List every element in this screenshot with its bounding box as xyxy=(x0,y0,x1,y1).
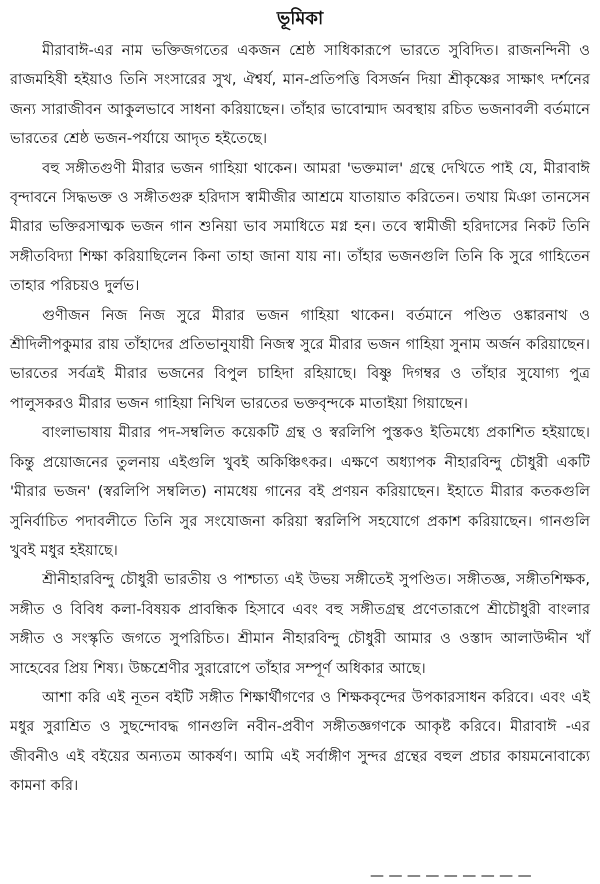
paragraph-4: বাংলাভাষায় মীরার পদ-সম্বলিত কয়েকটি গ্রন্থ ও স্বরলিপি পুস্তকও ইতিমধ্যে প্রকাশিত হইয়াছে। কিন্তু প্রয়োজনের তুলনায় এইগুলি খুবই অকিঞ্চিৎকর। এক্ষণে অধ্যাপক নীহারবিন্দু চৌধুরী একটি 'মীরার ভজন' (স্বরলিপি সম্বলিত) নামধেয় গানের বই প্রণয়ন করিয়াছেন। ইহাতে মীরার কতকগুলি সুনির্বাচিত পদাবলীতে তিনি সুর সংযোজনা করিয়া স্বরলিপি সহযোগে প্রকাশ করিয়াছেন। গানগুলি খুবই মধুর হইয়াছে। xyxy=(10,424,590,559)
paragraph-5: শ্রীনীহারবিন্দু চৌধুরী ভারতীয় ও পাশ্চাত্য এই উভয় সঙ্গীতেই সুপণ্ডিত। সঙ্গীতজ্ঞ, সঙ্গীতশিক্ষক, সঙ্গীত ও বিবিধ কলা-বিষয়ক প্রাবন্ধিক হিসাবে এবং বহু সঙ্গীতগ্রন্থ প্রণেতারূপে শ্রীচৌধুরী বাংলার সঙ্গীত ও সংস্কৃতি জগতে সুপরিচিত। শ্রীমান নীহারবিন্দু চৌধুরী আমার ও ওস্তাদ আলাউদ্দীন খাঁ সাহেবের প্রিয় শিষ্য। উচ্চশ্রেণীর সুরারোপে তাঁহার সম্পূর্ণ অধিকার আছে। xyxy=(10,571,590,677)
cut-off-signature-line: — — — — — — — — — xyxy=(370,868,532,884)
paragraph-2: বহু সঙ্গীতগুণী মীরার ভজন গাহিয়া থাকেন। আমরা 'ভক্তমাল' গ্রন্থে দেখিতে পাই যে, মীরাবাঈ বৃন্দাবনে সিদ্ধভক্ত ও সঙ্গীতগুরু হরিদাস স্বামীজীর আশ্রমে যাতায়াত করিতেন। তথায় মিঞা তানসেন মীরার ভক্তিরসাত্মক ভজন গান শুনিয়া ভাব সমাধিতে মগ্ন হন। তবে স্বামীজী হরিদাসের নিকট তিনি সঙ্গীতবিদ্যা শিক্ষা করিয়াছিলেন কিনা তাহা জানা যায় না। তাঁহার ভজনগুলি তিনি কি সুরে গাহিতেন তাহার পরিচয়ও দুর্লভ। xyxy=(10,159,590,295)
page-title: ভূমিকা xyxy=(276,8,324,29)
paragraph-6: আশা করি এই নূতন বইটি সঙ্গীত শিক্ষার্থীগণের ও শিক্ষকবৃন্দের উপকারসাধন করিবে। এবং এই মধুর সুরাশ্রিত ও সুছন্দোবদ্ধ গানগুলি নবীন-প্রবীণ সঙ্গীতজ্ঞগণকে আকৃষ্ট করিবে। মীরাবাঈ -এর জীবনীও এই বইয়ের অন্যতম আকর্ষণ। আমি এই সর্বাঙ্গীণ সুন্দর গ্রন্থের বহুল প্রচার কায়মনোবাক্যে কামনা করি। xyxy=(10,688,590,795)
paragraph-3: গুণীজন নিজ নিজ সুরে মীরার ভজন গাহিয়া থাকেন। বর্তমানে পণ্ডিত ওঙ্কারনাথ ও শ্রীদিলীপকুমার রায় তাঁহাদের প্রতিভানুযায়ী নিজস্ব সুরে মীরার ভজন গাহিয়া সুনাম অর্জন করিয়াছেন। ভারতের সর্বত্রই মীরার ভজনের বিপুল চাহিদা রহিয়াছে। বিষ্ণু দিগম্বর ও তাঁহার সুযোগ্য পুত্র পালুসকরও মীরার ভজন গাহিয়া নিখিল ভারতের ভক্তবৃন্দকে মাতাইয়া গিয়াছেন। xyxy=(10,306,590,412)
paragraph-1: মীরাবাঈ-এর নাম ভক্তিজগতের একজন শ্রেষ্ঠ সাধিকারূপে ভারতে সুবিদিত। রাজনন্দিনী ও রাজমহিষী হইয়াও তিনি সংসারের সুখ, ঐশ্বর্য, মান-প্রতিপত্তি বিসর্জন দিয়া শ্রীকৃষ্ণের সাক্ষাৎ দর্শনের জন্য সারাজীবন আকুলভাবে সাধনা করিয়াছেন। তাঁহার ভাবোন্মাদ অবস্থায় রচিত ভজনাবলী বর্তমানে ভারতের শ্রেষ্ঠ ভজন-পর্যায়ে আদৃত হইতেছে। xyxy=(10,42,590,148)
